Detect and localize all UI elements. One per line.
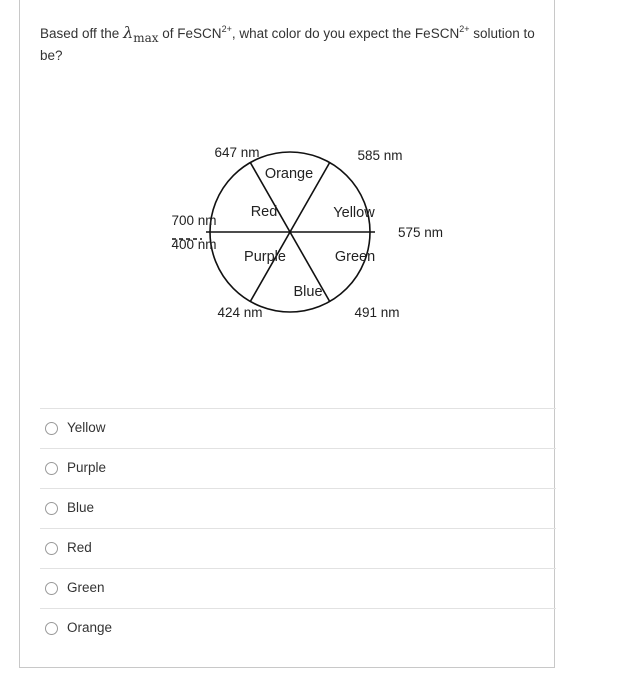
- radio-button[interactable]: [45, 422, 58, 435]
- option-green[interactable]: [40, 568, 556, 608]
- option-label: Orange: [67, 620, 113, 635]
- option-label: Blue: [67, 500, 95, 515]
- answer-options: [40, 408, 556, 648]
- question-card: [19, 0, 555, 668]
- option-purple[interactable]: [40, 448, 556, 488]
- wavelength-424: 424 nm: [217, 305, 263, 320]
- option-yellow[interactable]: [40, 408, 556, 448]
- option-orange[interactable]: [40, 608, 556, 648]
- segment-purple: Purple: [244, 249, 286, 265]
- radio-button[interactable]: [45, 502, 58, 515]
- segment-yellow: Yellow: [333, 205, 375, 221]
- color-wheel-diagram: [148, 130, 448, 330]
- option-label: Purple: [67, 460, 107, 475]
- option-blue[interactable]: [40, 488, 556, 528]
- wavelength-647: 647 nm: [214, 145, 260, 160]
- option-label: Green: [67, 580, 105, 595]
- option-red[interactable]: [40, 528, 556, 568]
- lambda-subscript: max: [133, 31, 159, 45]
- wavelength-700: 700 nm: [171, 213, 217, 228]
- question-text: Based off the λmax of FeSCN$^{2+}$, what color do you expect the FeSCN$^{2+}$ solution to be?: [40, 23, 535, 63]
- segment-green: Green: [334, 249, 376, 265]
- segment-red: Red: [250, 204, 278, 220]
- segment-blue: Blue: [293, 284, 323, 300]
- segment-orange: Orange: [264, 166, 314, 182]
- radio-button[interactable]: [45, 542, 58, 555]
- wavelength-400: 400 nm: [171, 237, 217, 252]
- radio-button[interactable]: [45, 462, 58, 475]
- wavelength-585: 585 nm: [357, 148, 403, 163]
- option-label: Red: [67, 540, 92, 555]
- option-label: Yellow: [67, 420, 106, 435]
- wavelength-575: 575 nm: [398, 225, 444, 240]
- radio-button[interactable]: [45, 622, 58, 635]
- lambda-symbol: λ: [123, 23, 134, 42]
- radio-button[interactable]: [45, 582, 58, 595]
- wavelength-491: 491 nm: [354, 305, 400, 320]
